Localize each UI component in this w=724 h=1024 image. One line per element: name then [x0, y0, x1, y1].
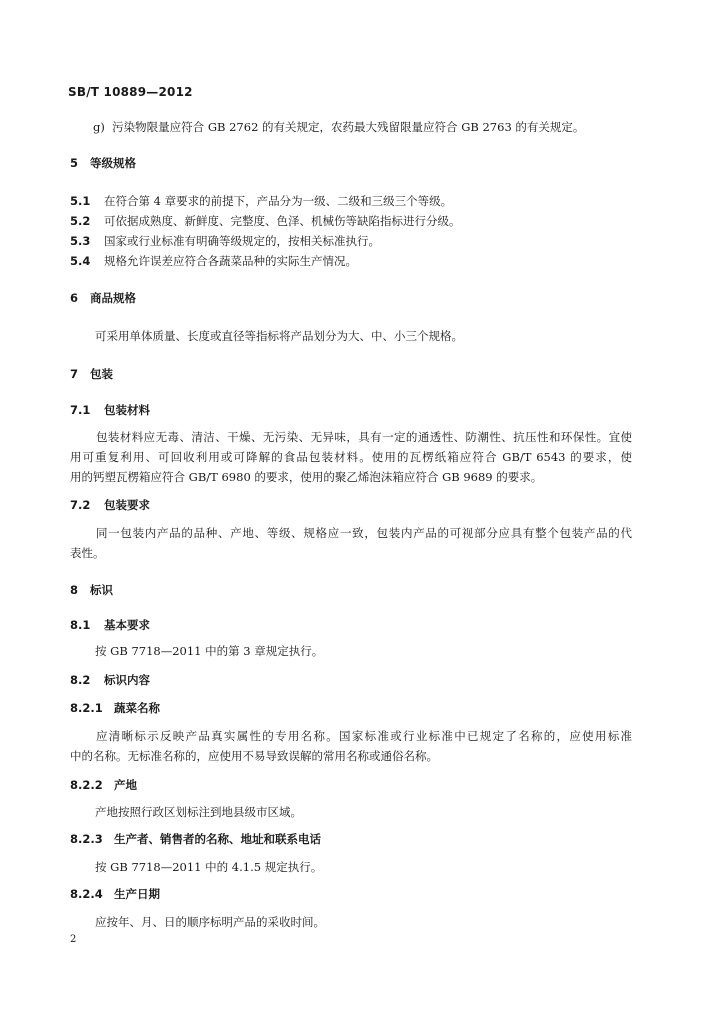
paragraph-8-2-1-line-1: 应清晰标示反映产品真实属性的专用名称。国家标准或行业标准中已规定了名称的，应使用标准: [96, 729, 632, 743]
paragraph-7-1-line-3: 用的钙塑瓦楞箱应符合 GB/T 6980 的要求，使用的聚乙烯泡沫箱应符合 GB 9689 的要求。: [70, 470, 543, 484]
section-heading-5: 5 等级规格: [70, 156, 137, 170]
section-heading-8: 8 标识: [70, 583, 114, 597]
paragraph-8-2-3: 按 GB 7718—2011 中的 4.1.5 规定执行。: [95, 860, 323, 874]
section-heading-7: 7 包装: [70, 367, 114, 381]
standard-number: SB/T 10889—2012: [68, 85, 193, 99]
list-text: 污染物限量应符合 GB 2762 的有关规定，农药最大残留限量应符合 GB 2763 的有关规定。: [112, 120, 585, 134]
paragraph-7-2-line-2: 表性。: [70, 546, 105, 560]
subsection-heading-8-2-2: 8.2.2 产地: [70, 778, 137, 792]
page-number: 2: [70, 934, 77, 945]
subsection-heading-8-2-1: 8.2.1 蔬菜名称: [70, 701, 160, 715]
clause-5-3: 5.3 国家或行业标准有明确等级规定的，按相关标准执行。: [70, 234, 380, 248]
paragraph-8-1: 按 GB 7718—2011 中的第 3 章规定执行。: [95, 644, 324, 658]
clause-5-1: 5.1 在符合第 4 章要求的前提下，产品分为一级、二级和三级三个等级。: [70, 194, 453, 208]
subsection-heading-7-1: 7.1 包装材料: [70, 403, 150, 417]
clause-5-2: 5.2 可依据成熟度、新鲜度、完整度、色泽、机械伤等缺陷指标进行分级。: [70, 214, 461, 228]
paragraph-8-2-2: 产地按照行政区划标注到地县级市区域。: [95, 805, 302, 819]
paragraph-7-1-line-1: 包装材料应无毒、清洁、干燥、无污染、无异味，具有一定的通透性、防潮性、抗压性和环保性。宜使: [96, 430, 632, 444]
subsection-heading-8-2-3: 8.2.3 生产者、销售者的名称、地址和联系电话: [70, 832, 321, 846]
paragraph-8-2-1-line-2: 中的名称。无标准名称的，应使用不易导致误解的常用名称或通俗名称。: [70, 749, 438, 763]
subsection-heading-8-2: 8.2 标识内容: [70, 673, 150, 687]
subsection-heading-7-2: 7.2 包装要求: [70, 498, 150, 512]
subsection-heading-8-1: 8.1 基本要求: [70, 618, 150, 632]
paragraph-7-2-line-1: 同一包装内产品的品种、产地、等级、规格应一致，包装内产品的可视部分应具有整个包装产品的代: [96, 526, 632, 540]
list-marker: g): [93, 120, 105, 134]
paragraph-7-1-line-2: 用可重复利用、可回收利用或可降解的食品包装材料。使用的瓦楞纸箱应符合 GB/T 6543 的要求，使: [70, 450, 632, 464]
list-item-g: [93, 119, 584, 135]
section-heading-6: 6 商品规格: [70, 291, 137, 305]
clause-5-4: 5.4 规格允许误差应符合各蔬菜品种的实际生产情况。: [70, 254, 357, 268]
subsection-heading-8-2-4: 8.2.4 生产日期: [70, 887, 160, 901]
paragraph-6: 可采用单体质量、长度或直径等指标将产品划分为大、中、小三个规格。: [95, 329, 463, 343]
paragraph-8-2-4: 应按年、月、日的顺序标明产品的采收时间。: [95, 915, 325, 929]
